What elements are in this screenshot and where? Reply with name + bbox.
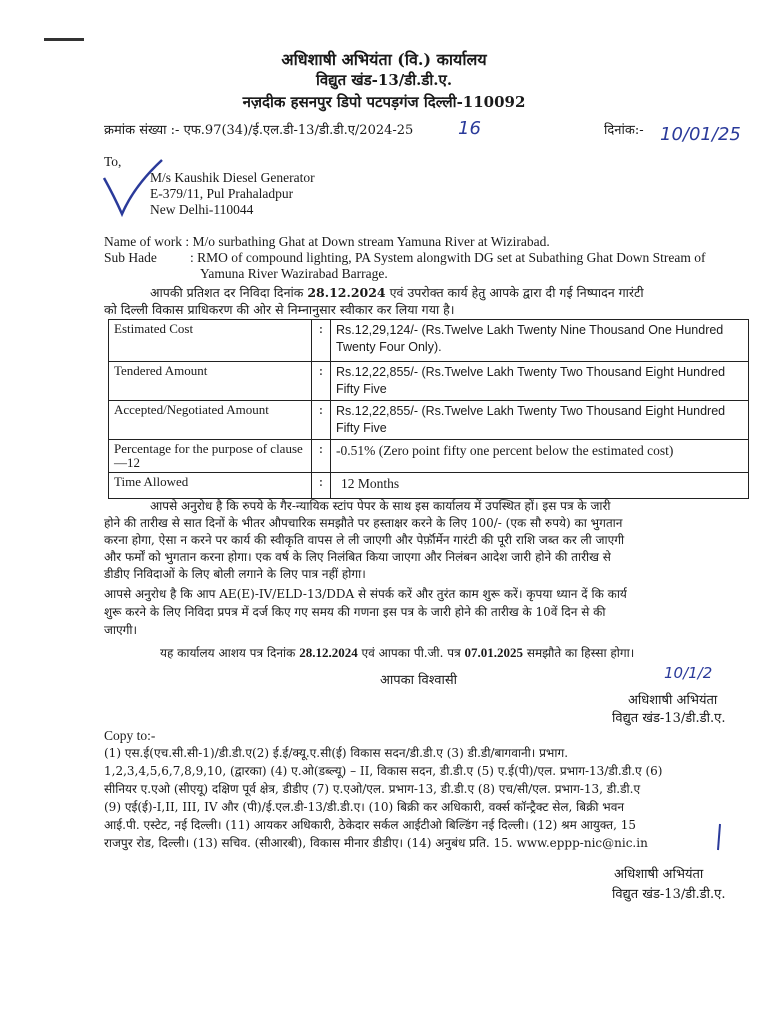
para1-line: डीडीए निविदाओं के लिए बोली लगाने के लिए पात्र नहीं होगा।: [104, 567, 366, 581]
para3-date1: 28.12.2024: [299, 645, 358, 660]
row-label: Percentage for the purpose of clause—12: [109, 440, 312, 473]
signature2-office: विद्युत खंड-13/डी.डी.ए.: [612, 887, 726, 902]
para1-line: और फर्मों को भुगतान करना होगा। एक वर्ष के लिए निलंबित किया जाएगा और निलंबन आदेश जारी होने की तारीख से: [104, 550, 611, 564]
row-colon: :: [312, 362, 331, 401]
intro-text-a: आपकी प्रतिशत दर निविदा दिनांक: [150, 285, 304, 300]
signature-initials: 10/1/2: [664, 664, 713, 682]
row-value: Rs.12,22,855/- (Rs.Twelve Lakh Twenty Two Thousand Eight Hundred Fifty Five: [331, 401, 749, 440]
row-colon: :: [312, 401, 331, 440]
para3-text-b: एवं आपका पी.जी. पत्र: [361, 646, 461, 660]
intro-line2: को दिल्ली विकास प्राधिकरण की ओर से निम्नानुसार स्वीकार कर लिया गया है।: [104, 302, 455, 317]
para3-line: [160, 644, 634, 662]
subhead-label: Sub Hade: [104, 250, 157, 265]
para2-line: जाएगी।: [104, 623, 138, 637]
row-label: Accepted/Negotiated Amount: [109, 401, 312, 440]
table-row: [109, 320, 749, 362]
row-colon: :: [312, 440, 331, 473]
row-value: -0.51% (Zero point fifty one percent below the estimated cost): [331, 440, 749, 473]
signature2-title: अधिशाषी अभियंता: [614, 867, 704, 882]
copy-line: (1) एस.ई(एच.सी.सी-1)/डी.डी.ए(2) ई.ई/क्यू.ए.सी(ई) विकास सदन/डी.डी.ए (3) डी.डी/बागवानी। प्रभाग.: [104, 746, 569, 760]
name-of-work: Name of work : M/o surbathing Ghat at Down stream Yamuna River at Wizirabad.: [104, 234, 550, 249]
table-row: [109, 362, 749, 401]
table-row: [109, 440, 749, 473]
signature1-title: अधिशाषी अभियंता: [628, 693, 718, 708]
date-label: दिनांक:-: [604, 123, 644, 138]
para3-date2: 07.01.2025: [464, 645, 524, 660]
handwritten-stroke: [712, 822, 726, 852]
header-address: नज़दीक हसनपुर डिपो पटपड़गंज दिल्ली-110092: [242, 93, 526, 111]
reference-number: क्रमांक संख्या :- एफ.97(34)/ई.एल.डी-13/डी.डी.ए/2024-25: [104, 123, 414, 138]
para2-line: आपसे अनुरोध है कि आप AE(E)-IV/ELD-13/DDA से संपर्क करें और तुरंत काम शुरू करें। कृपया ध्यान दें कि कार्य: [104, 587, 627, 601]
row-label: Tendered Amount: [109, 362, 312, 401]
copy-heading: Copy to:-: [104, 728, 156, 743]
handwritten-date: 10/01/25: [660, 124, 741, 145]
subhead-line2: Yamuna River Wazirabad Barrage.: [200, 266, 388, 281]
corner-mark: [44, 38, 84, 41]
amount-table: [108, 319, 749, 499]
handwritten-ref-number: 16: [458, 118, 481, 139]
intro-date: 28.12.2024: [307, 285, 386, 300]
intro-line1: [150, 284, 644, 301]
para2-line: शुरू करने के लिए निविदा प्रपत्र में दर्ज किए गए समय की गणना इस पत्र के जारी होने की तारीख के 10वें दिन से की: [104, 605, 606, 619]
row-label: Time Allowed: [109, 473, 312, 499]
closing-text: आपका विश्वासी: [380, 673, 458, 688]
para3-text-c: समझौते का हिस्सा होगा।: [526, 646, 635, 660]
row-value: 12 Months: [331, 473, 749, 499]
row-value: Rs.12,22,855/- (Rs.Twelve Lakh Twenty Two Thousand Eight Hundred Fifty Five: [331, 362, 749, 401]
row-label: Estimated Cost: [109, 320, 312, 362]
signature1-office: विद्युत खंड-13/डी.डी.ए.: [612, 711, 726, 726]
para1-line: आपसे अनुरोध है कि रुपये के गैर-न्यायिक स्टांप पेपर के साथ इस कार्यालय में उपस्थित हों। इस पत्र के जारी: [150, 499, 611, 513]
subhead-line1: : RMO of compound lighting, PA System alongwith DG set at Subathing Ghat Down Stream of: [190, 250, 706, 265]
row-value: Rs.12,29,124/- (Rs.Twelve Lakh Twenty Nine Thousand One Hundred Twenty Four Only).: [331, 320, 749, 362]
to-label: To,: [104, 154, 122, 169]
para3-text-a: यह कार्यालय आशय पत्र दिनांक: [160, 646, 296, 660]
copy-line: (9) एई(ई)-I,II, III, IV और (पी)/ई.एल.डी-13/डी.डी.ए। (10) बिक्री कर अधिकारी, वर्क्स कॉन्ट्रैक्ट सेल, बिक्री भवन: [104, 800, 625, 814]
copy-line: आई.पी. एस्टेट, नई दिल्ली। (11) आयकर अधिकारी, ठेकेदार सर्कल आईटीओ बिल्डिंग नई दिल्ली। (12) श्रम आयुक्त, 15: [104, 818, 636, 832]
table-row: [109, 401, 749, 440]
addressee-city: New Delhi-110044: [150, 202, 254, 217]
intro-text-b: एवं उपरोक्त कार्य हेतु आपके द्वारा दी गई निष्पादन गारंटी: [389, 285, 644, 300]
header-division: विद्युत खंड-13/डी.डी.ए.: [315, 71, 453, 89]
para1-line: करना होगा, ऐसा न करने पर कार्य की स्वीकृति वापस ले ली जाएगी और पेर्फ़ॉर्मेन गारंटी की पूरी राशि जब्त कर ली जाएगी: [104, 533, 625, 547]
copy-line: 1,2,3,4,5,6,7,8,9,10, (द्वारका) (4) ए.ओ(डब्ल्यू) – II, विकास सदन, डी.डी.ए (5) ए.ई(पी)/एल. प्रभाग-13/डी.डी.ए (6): [104, 764, 663, 778]
addressee-street: E-379/11, Pul Prahaladpur: [150, 186, 294, 201]
copy-line: सीनियर ए.एओ (सीएयू) दक्षिण पूर्व क्षेत्र, डीडीए (7) ए.एओ/एल. प्रभाग-13, डी.डी.ए (8) एच/सी/एल. प्रभाग-13, डी.डी.ए: [104, 782, 641, 796]
header-office: अधिशाषी अभियंता (वि.) कार्यालय: [281, 50, 487, 69]
row-colon: :: [312, 473, 331, 499]
copy-line: राजपुर रोड, दिल्ली। (13) सचिव. (सीआरबी), विकास मीनार डीडीए। (14) अनुबंध प्रति. 15. www.eppp-nic@nic.in: [104, 836, 648, 850]
addressee-name: M/s Kaushik Diesel Generator: [150, 170, 315, 185]
para1-line: होने की तारीख से सात दिनों के भीतर औपचारिक समझौते पर हस्ताक्षर करने के लिए 100/- (एक सौ रुपये) का भुगतान: [104, 516, 623, 530]
row-colon: :: [312, 320, 331, 362]
table-row: [109, 473, 749, 499]
